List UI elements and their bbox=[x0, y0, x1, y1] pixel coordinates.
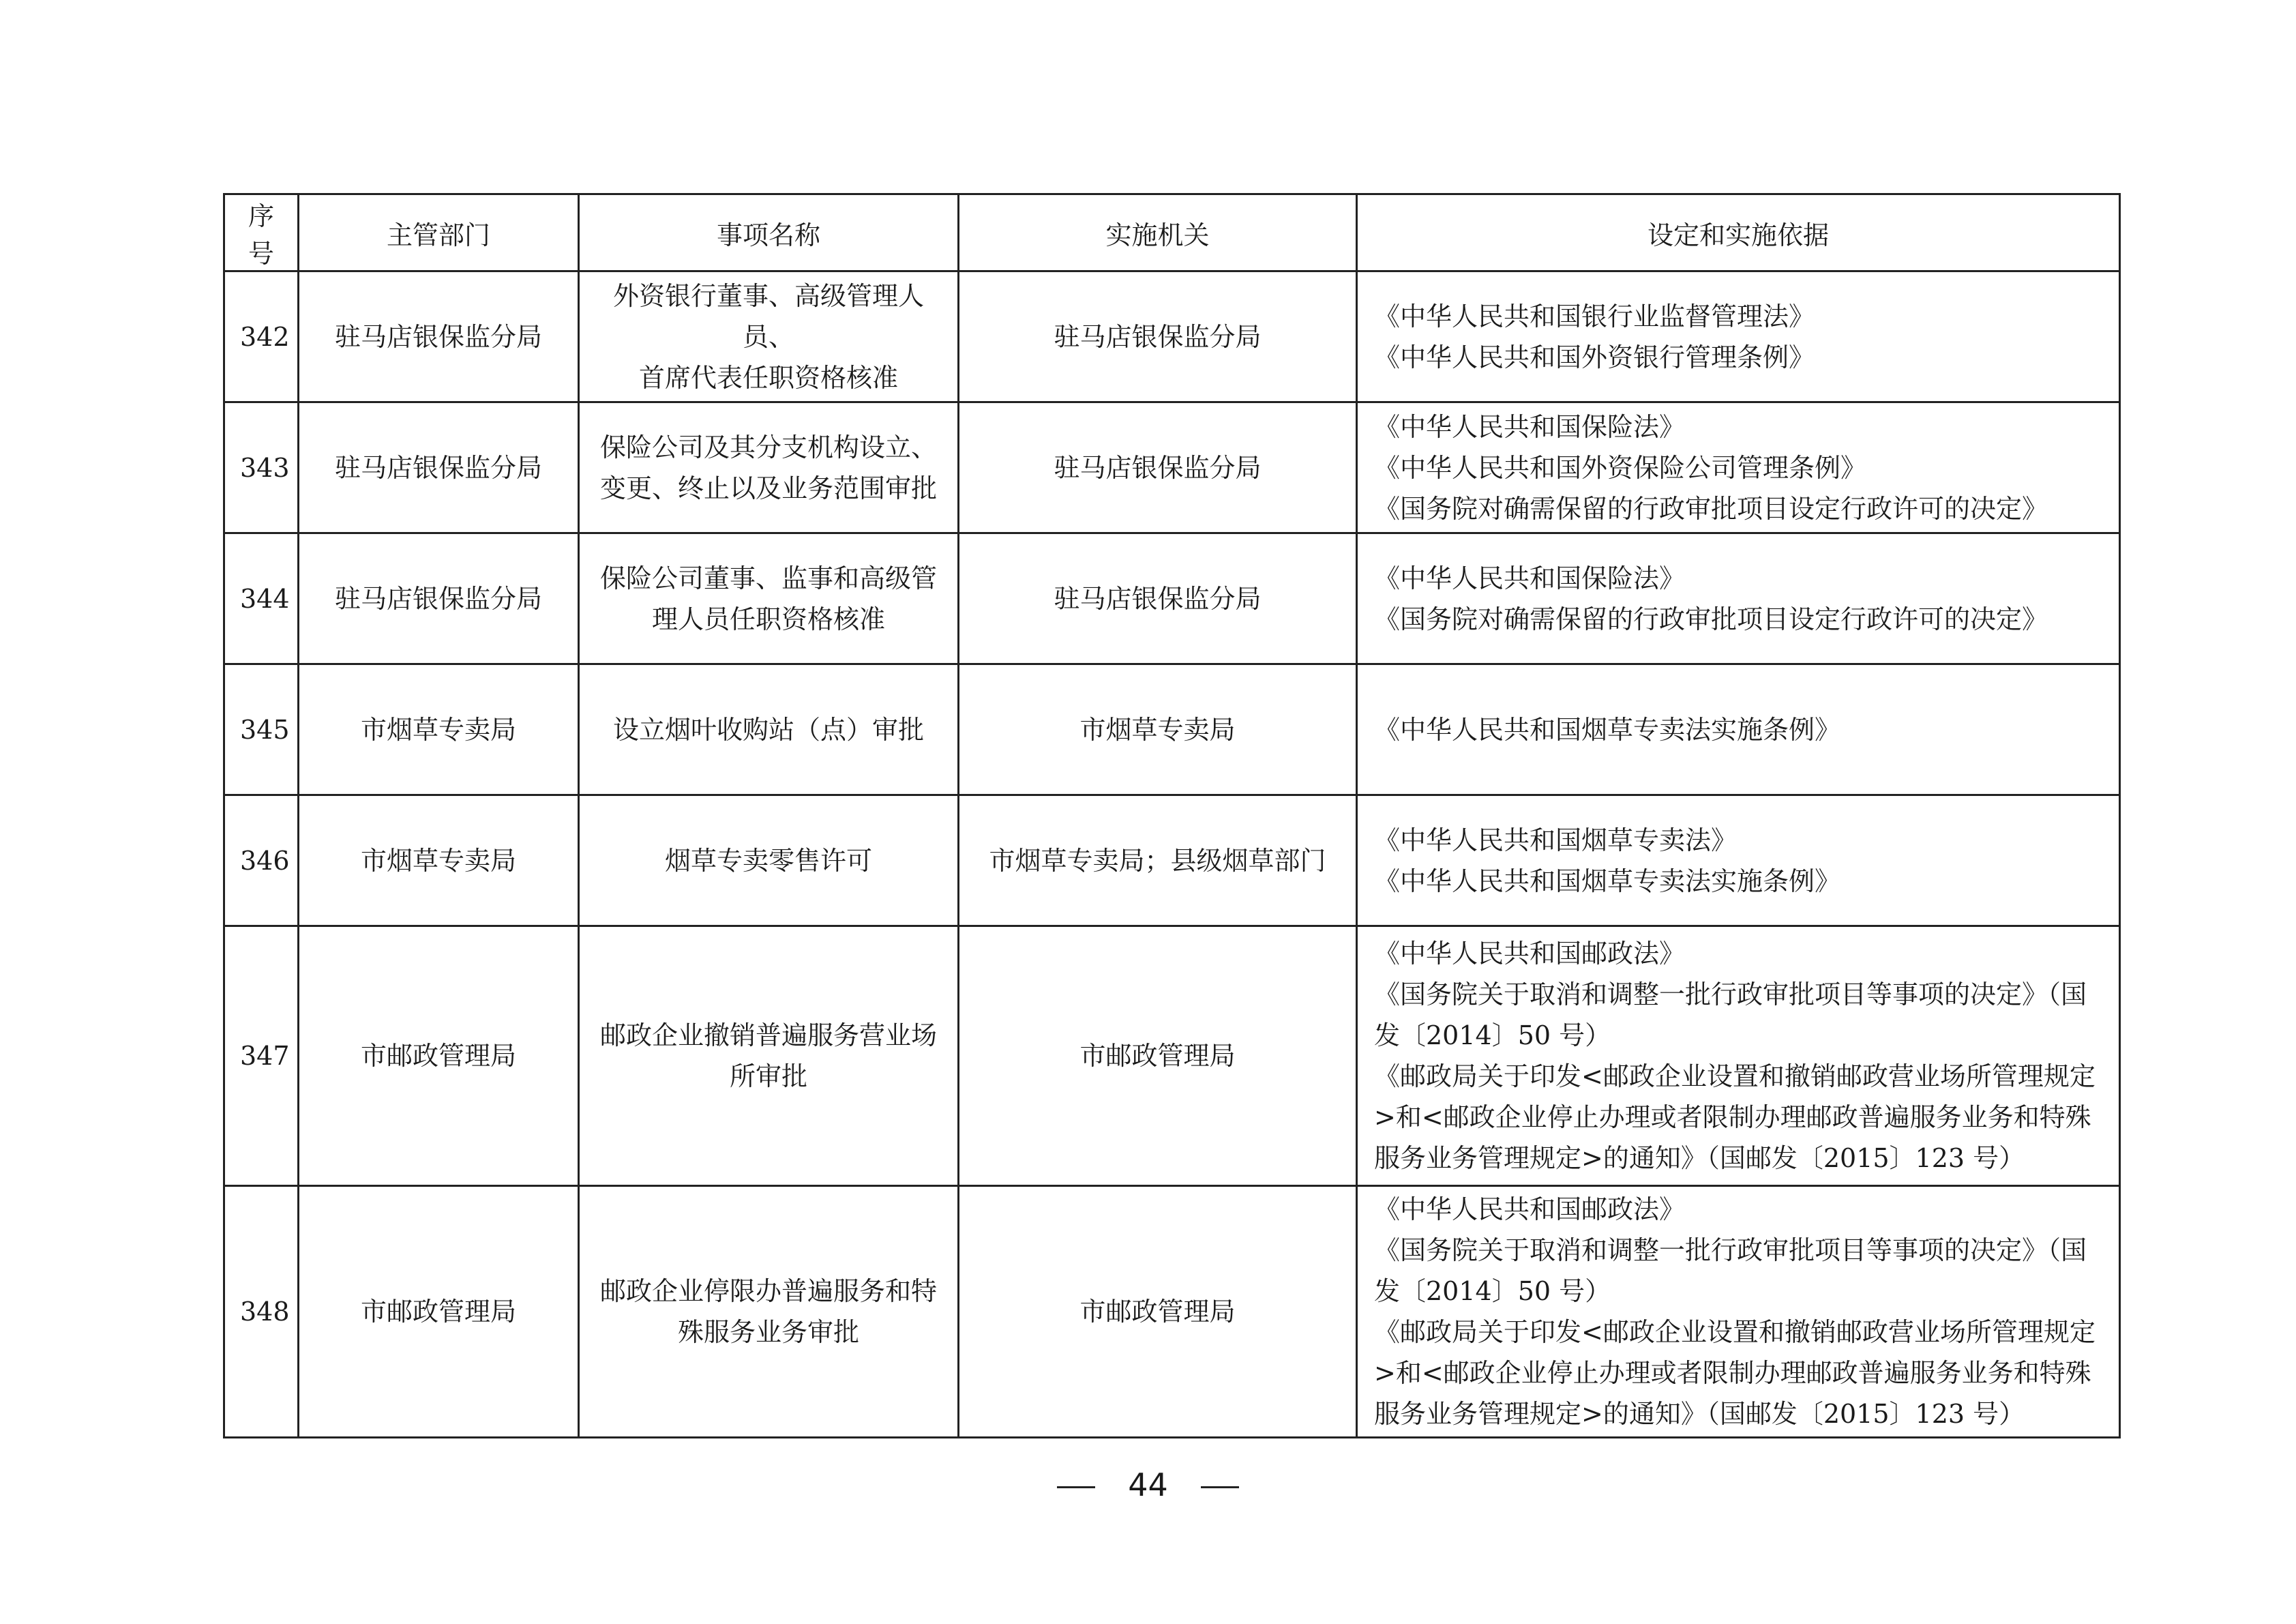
basis-line: 《中华人民共和国烟草专卖法实施条例》 bbox=[1374, 866, 1841, 896]
agency-cell: 市烟草专卖局；县级烟草部门 bbox=[959, 795, 1357, 926]
serial-number-cell: 345 bbox=[224, 664, 299, 795]
table-row bbox=[224, 1186, 2120, 1438]
item-name-line: 邮政企业停限办普遍服务和特 bbox=[599, 1276, 937, 1306]
serial-number-cell: 342 bbox=[224, 271, 299, 402]
basis-cell bbox=[1357, 795, 2120, 926]
agency-cell: 驻马店银保监分局 bbox=[959, 533, 1357, 664]
basis-line: 《国务院对确需保留的行政审批项目设定行政许可的决定》 bbox=[1374, 493, 2048, 524]
serial-number-cell: 344 bbox=[224, 533, 299, 664]
item-name-cell bbox=[579, 926, 959, 1186]
department-cell: 驻马店银保监分局 bbox=[299, 533, 579, 664]
basis-line: 《中华人民共和国保险法》 bbox=[1374, 563, 1686, 593]
table-row bbox=[224, 402, 2120, 533]
item-name-cell bbox=[579, 402, 959, 533]
basis-line: 《邮政局关于印发<邮政企业设置和撤销邮政营业场所管理规定>和<邮政企业停止办理或者限制办理邮政普遍服务业务和特殊服务业务管理规定>的通知》（国邮发〔2015〕123 号） bbox=[1374, 1317, 2096, 1429]
header-serial-number: 序号 bbox=[224, 194, 299, 271]
serial-number-cell: 346 bbox=[224, 795, 299, 926]
basis-line: 《中华人民共和国外资银行管理条例》 bbox=[1374, 342, 1815, 372]
header-agency: 实施机关 bbox=[959, 194, 1357, 271]
item-name-cell bbox=[579, 271, 959, 402]
item-name-line: 邮政企业撤销普遍服务营业场 bbox=[599, 1020, 937, 1050]
basis-line: 《中华人民共和国烟草专卖法》 bbox=[1374, 825, 1738, 855]
header-item-name: 事项名称 bbox=[579, 194, 959, 271]
basis-line: 《中华人民共和国烟草专卖法实施条例》 bbox=[1374, 714, 1841, 745]
serial-number-cell: 343 bbox=[224, 402, 299, 533]
approval-items-table bbox=[223, 193, 2121, 1438]
header-department: 主管部门 bbox=[299, 194, 579, 271]
item-name-line: 首席代表任职资格核准 bbox=[638, 362, 898, 393]
item-name-line: 保险公司董事、监事和高级管 bbox=[599, 563, 937, 593]
basis-line: 《中华人民共和国银行业监督管理法》 bbox=[1374, 301, 1815, 331]
item-name-line: 烟草专卖零售许可 bbox=[664, 845, 872, 876]
page-footer bbox=[0, 1466, 2296, 1503]
table-row bbox=[224, 271, 2120, 402]
agency-cell: 市邮政管理局 bbox=[959, 1186, 1357, 1438]
serial-number-cell: 347 bbox=[224, 926, 299, 1186]
agency-cell: 驻马店银保监分局 bbox=[959, 271, 1357, 402]
serial-number-cell: 348 bbox=[224, 1186, 299, 1438]
department-cell: 市烟草专卖局 bbox=[299, 664, 579, 795]
item-name-line: 所审批 bbox=[729, 1061, 807, 1091]
header-basis: 设定和实施依据 bbox=[1357, 194, 2120, 271]
table-row bbox=[224, 664, 2120, 795]
basis-line: 《中华人民共和国保险法》 bbox=[1374, 411, 1686, 442]
table-row bbox=[224, 795, 2120, 926]
table-header-row bbox=[224, 194, 2120, 271]
basis-line: 《中华人民共和国邮政法》 bbox=[1374, 939, 1686, 969]
item-name-cell bbox=[579, 533, 959, 664]
dash-left-decoration bbox=[1057, 1486, 1095, 1488]
department-cell: 市烟草专卖局 bbox=[299, 795, 579, 926]
approval-items-table-container bbox=[223, 193, 2119, 1438]
table-row bbox=[224, 926, 2120, 1186]
basis-line: 《国务院对确需保留的行政审批项目设定行政许可的决定》 bbox=[1374, 604, 2048, 634]
item-name-cell bbox=[579, 664, 959, 795]
dash-right-decoration bbox=[1201, 1486, 1239, 1488]
item-name-line: 理人员任职资格核准 bbox=[651, 604, 885, 634]
department-cell: 驻马店银保监分局 bbox=[299, 402, 579, 533]
item-name-line: 设立烟叶收购站（点）审批 bbox=[612, 714, 924, 745]
basis-cell bbox=[1357, 1186, 2120, 1438]
basis-line: 《中华人民共和国外资保险公司管理条例》 bbox=[1374, 452, 1867, 483]
basis-cell bbox=[1357, 533, 2120, 664]
department-cell: 市邮政管理局 bbox=[299, 926, 579, 1186]
basis-cell bbox=[1357, 926, 2120, 1186]
department-cell: 驻马店银保监分局 bbox=[299, 271, 579, 402]
agency-cell: 驻马店银保监分局 bbox=[959, 402, 1357, 533]
agency-cell: 市邮政管理局 bbox=[959, 926, 1357, 1186]
basis-cell bbox=[1357, 271, 2120, 402]
basis-line: 《中华人民共和国邮政法》 bbox=[1374, 1194, 1686, 1224]
basis-cell bbox=[1357, 402, 2120, 533]
page-number: 44 bbox=[1128, 1466, 1168, 1503]
item-name-line: 变更、终止以及业务范围审批 bbox=[599, 473, 937, 503]
basis-line: 《邮政局关于印发<邮政企业设置和撤销邮政营业场所管理规定>和<邮政企业停止办理或者限制办理邮政普遍服务业务和特殊服务业务管理规定>的通知》（国邮发〔2015〕123 号） bbox=[1374, 1061, 2096, 1173]
item-name-line: 殊服务业务审批 bbox=[677, 1317, 859, 1347]
item-name-cell bbox=[579, 1186, 959, 1438]
agency-cell: 市烟草专卖局 bbox=[959, 664, 1357, 795]
basis-cell bbox=[1357, 664, 2120, 795]
department-cell: 市邮政管理局 bbox=[299, 1186, 579, 1438]
item-name-line: 保险公司及其分支机构设立、 bbox=[599, 432, 937, 462]
basis-line: 《国务院关于取消和调整一批行政审批项目等事项的决定》（国发〔2014〕50 号） bbox=[1374, 1235, 2087, 1306]
table-row bbox=[224, 533, 2120, 664]
item-name-cell bbox=[579, 795, 959, 926]
item-name-line: 外资银行董事、高级管理人员、 bbox=[612, 280, 924, 352]
basis-line: 《国务院关于取消和调整一批行政审批项目等事项的决定》（国发〔2014〕50 号） bbox=[1374, 979, 2087, 1050]
